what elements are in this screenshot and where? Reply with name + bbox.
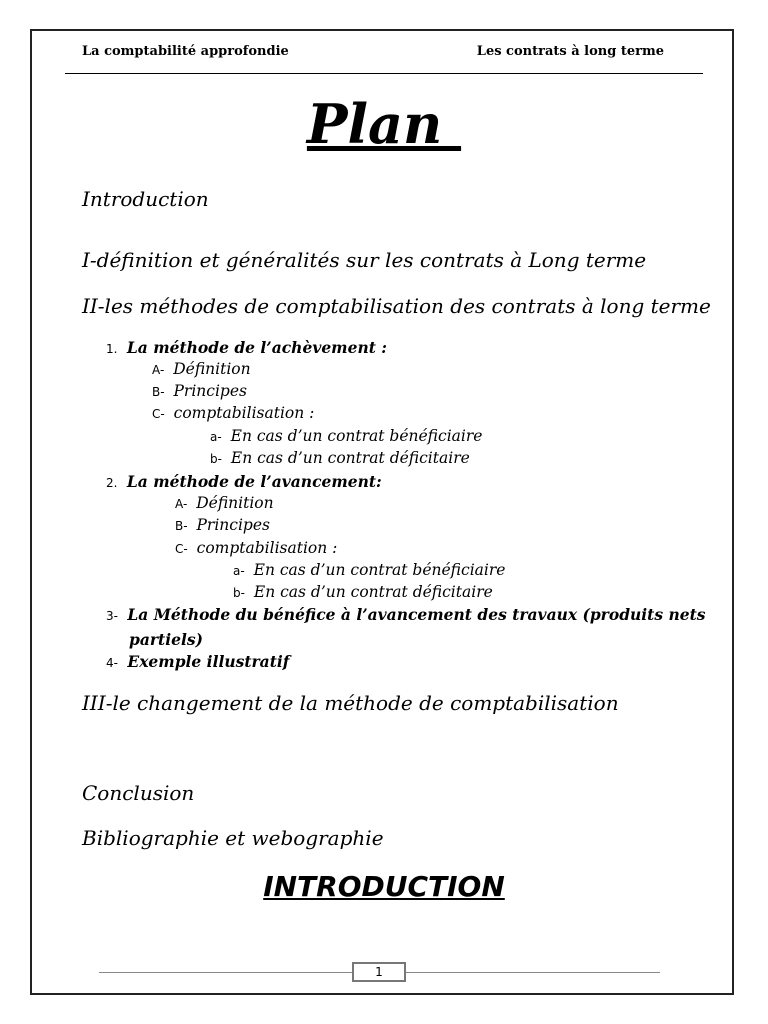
list-label: Définition [173, 360, 251, 378]
header-rule [65, 73, 703, 74]
list-label: Principes [196, 516, 270, 534]
toc-method-1-b [152, 382, 247, 400]
list-marker: 3- [106, 609, 118, 623]
toc-method-1-c-a [210, 427, 482, 445]
list-label: Principes [173, 382, 247, 400]
page-number: 1 [352, 962, 406, 982]
toc-method-2-c-a [233, 561, 505, 579]
list-marker: A- [175, 497, 188, 511]
list-marker: 1. [106, 342, 118, 356]
list-marker: a- [233, 564, 245, 578]
toc-method-2 [106, 472, 382, 491]
list-marker: A- [152, 363, 165, 377]
list-label: La méthode de l’avancement: [126, 472, 382, 491]
page-title: Plan [306, 92, 462, 156]
list-label: comptabilisation : [196, 539, 338, 557]
toc-method-1-c-b [210, 449, 470, 467]
toc-part-2: II-les méthodes de comptabilisation des contrats à long terme [82, 294, 711, 318]
toc-method-1-a [152, 360, 251, 378]
list-marker: b- [233, 586, 245, 600]
list-marker: 4- [106, 656, 118, 670]
list-label: En cas d’un contrat déficitaire [253, 583, 493, 601]
toc-method-3 [106, 605, 705, 624]
list-marker: B- [152, 385, 165, 399]
toc-method-1 [106, 338, 387, 357]
toc-method-2-c [175, 539, 337, 557]
toc-conclusion: Conclusion [82, 781, 195, 805]
toc-method-3-continued: partiels) [129, 630, 203, 649]
toc-bibliography: Bibliographie et webographie [82, 826, 384, 850]
footer-rule-right [406, 972, 660, 973]
list-label: En cas d’un contrat bénéficiaire [253, 561, 506, 579]
list-marker: 2. [106, 476, 118, 490]
page-border [30, 29, 734, 995]
list-label: En cas d’un contrat bénéficiaire [230, 427, 483, 445]
list-marker: B- [175, 519, 188, 533]
header-left: La comptabilité approfondie [82, 44, 289, 59]
section-heading: INTRODUCTION [263, 870, 505, 903]
list-label: Définition [196, 494, 274, 512]
list-marker: a- [210, 430, 222, 444]
toc-part-1: I-définition et généralités sur les contrats à Long terme [82, 248, 647, 272]
toc-part-3: III-le changement de la méthode de comptabilisation [82, 691, 619, 715]
toc-method-2-b [175, 516, 270, 534]
header-right: Les contrats à long terme [476, 44, 664, 59]
list-label: comptabilisation : [173, 404, 315, 422]
list-marker: C- [175, 542, 188, 556]
list-marker: C- [152, 407, 165, 421]
list-marker: b- [210, 452, 222, 466]
toc-method-2-a [175, 494, 274, 512]
toc-introduction: Introduction [82, 187, 209, 211]
list-label: En cas d’un contrat déficitaire [230, 449, 470, 467]
toc-method-2-c-b [233, 583, 493, 601]
toc-method-4 [106, 652, 289, 671]
list-label: Exemple illustratif [127, 652, 290, 671]
list-label: La méthode de l’achèvement : [126, 338, 387, 357]
toc-method-1-c [152, 404, 314, 422]
footer-rule-left [99, 972, 352, 973]
list-label: La Méthode du bénéfice à l’avancement des travaux (produits nets [127, 605, 706, 624]
